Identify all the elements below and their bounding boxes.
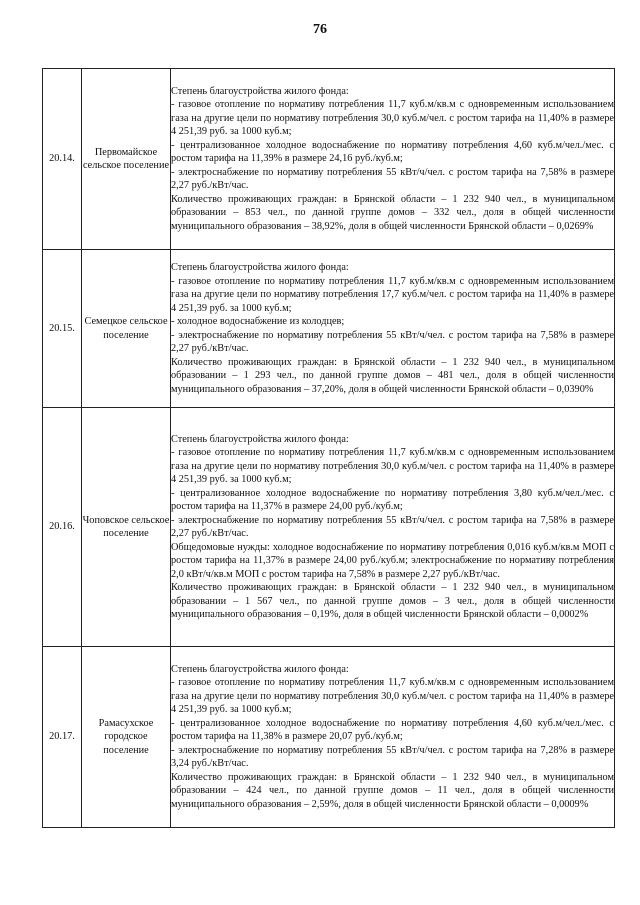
settlements-table <box>42 68 615 828</box>
description-line: - газовое отопление по нормативу потребления 11,7 куб.м/кв.м с одновременным использованием газа на другие цели по нормативу потребления 30,0 куб.м/чел. с ростом тарифа на 11,40% в размере 4 251,39 руб. за 1000 куб.м; <box>171 99 614 138</box>
description-line: Общедомовые нужды: холодное водоснабжение по нормативу потребления 0,016 куб.м/кв.м МОП с ростом тарифа на 11,37% в размере 24,00 руб./куб.м; электроснабжение по нормативу потребления 2,0 кВт/ч/кв.м МОП с ростом тарифа на 7,58% в размере 2,27 руб./кВт/час. <box>171 541 614 580</box>
settlement-name: Семецкое сельское поселение <box>82 250 171 408</box>
table-row <box>43 69 615 250</box>
table-row <box>43 408 615 647</box>
description-line: - централизованное холодное водоснабжение по нормативу потребления 3,80 куб.м/чел./мес. с ростом тарифа на 11,37% в размере 24,00 руб./куб.м; <box>171 487 614 512</box>
table-row <box>43 250 615 408</box>
description-line: Количество проживающих граждан: в Брянской области – 1 232 940 чел., в муниципальном образовании – 1 293 чел., по данной группе домов – 481 чел., доля в общей численности муниципального образования – 37,20%, доля в общей численности Брянской области – 0,0390% <box>171 356 614 395</box>
description-line: Степень благоустройства жилого фонда: <box>171 663 349 675</box>
description-line: - холодное водоснабжение из колодцев; <box>171 316 345 327</box>
row-number: 20.17. <box>43 647 82 828</box>
table-row <box>43 647 615 828</box>
description-line: - электроснабжение по нормативу потребления 55 кВт/ч/чел. с ростом тарифа на 7,58% в размере 2,27 руб./кВт/час. <box>171 329 614 354</box>
description-line: - газовое отопление по нормативу потребления 11,7 куб.м/кв.м с одновременным использованием газа на другие цели по нормативу потребления 17,7 куб.м/чел. с ростом тарифа на 11,40% в размере 4 251,39 руб. за 1000 куб.м; <box>171 275 614 314</box>
description-line: - электроснабжение по нормативу потребления 55 кВт/ч/чел. с ростом тарифа на 7,58% в размере 2,27 руб./кВт/час. <box>171 166 614 192</box>
description-line: Количество проживающих граждан: в Брянской области – 1 232 940 чел., в муниципальном образовании – 424 чел., по данной группе домов – 11 чел., доля в общей численности муниципального образования – 2,59%, доля в общей численности Брянской области – 0,0009% <box>171 771 614 810</box>
settlement-name: Чоповское сельское поселение <box>82 408 171 647</box>
description-line: - газовое отопление по нормативу потребления 11,7 куб.м/кв.м с одновременным использованием газа на другие цели по нормативу потребления 30,0 куб.м/чел. с ростом тарифа на 11,40% в размере 4 251,39 руб. за 1000 куб.м; <box>171 677 614 716</box>
description-line: Количество проживающих граждан: в Брянской области – 1 232 940 чел., в муниципальном образовании – 1 567 чел., по данной группе домов – 3 чел., доля в общей численности муниципального образования – 0,19%, доля в общей численности Брянской области – 0,0002% <box>171 582 614 620</box>
description-line: - газовое отопление по нормативу потребления 11,7 куб.м/кв.м с одновременным использованием газа на другие цели по нормативу потребления 30,0 куб.м/чел. с ростом тарифа на 11,40% в размере 4 251,39 руб. за 1000 куб.м; <box>171 447 614 485</box>
description-line: - электроснабжение по нормативу потребления 55 кВт/ч/чел. с ростом тарифа на 7,58% в размере 2,27 руб./кВт/час. <box>171 514 614 539</box>
row-number: 20.16. <box>43 408 82 647</box>
settlement-name: Первомайское сельское поселение <box>82 69 171 250</box>
row-number: 20.15. <box>43 250 82 408</box>
settlement-description <box>171 250 615 408</box>
description-line: Степень благоустройства жилого фонда: <box>171 433 349 445</box>
description-line: - электроснабжение по нормативу потребления 55 кВт/ч/чел. с ростом тарифа на 7,28% в размере 3,24 руб./кВт/час. <box>171 744 614 770</box>
settlement-description <box>171 647 615 828</box>
settlement-description <box>171 69 615 250</box>
description-line: Степень благоустройства жилого фонда: <box>171 85 349 97</box>
page-number: 76 <box>313 22 327 37</box>
description-line: - централизованное холодное водоснабжение по нормативу потребления 4,60 куб.м/чел./мес. с ростом тарифа на 11,39% в размере 24,16 руб./куб.м; <box>171 139 614 165</box>
description-line: Степень благоустройства жилого фонда: <box>171 262 349 273</box>
description-line: Количество проживающих граждан: в Брянской области – 1 232 940 чел., в муниципальном образовании – 853 чел., по данной группе домов – 332 чел., доля в общей численности муниципального образования – 38,92%, доля в общей численности Брянской области – 0,0269% <box>171 193 614 232</box>
settlement-name: Рамасухское городское поселение <box>82 647 171 828</box>
description-line: - централизованное холодное водоснабжение по нормативу потребления 4,60 куб.м/чел./мес. с ростом тарифа на 11,38% в размере 20,07 руб./куб.м; <box>171 717 614 743</box>
settlement-description <box>171 408 615 647</box>
row-number: 20.14. <box>43 69 82 250</box>
